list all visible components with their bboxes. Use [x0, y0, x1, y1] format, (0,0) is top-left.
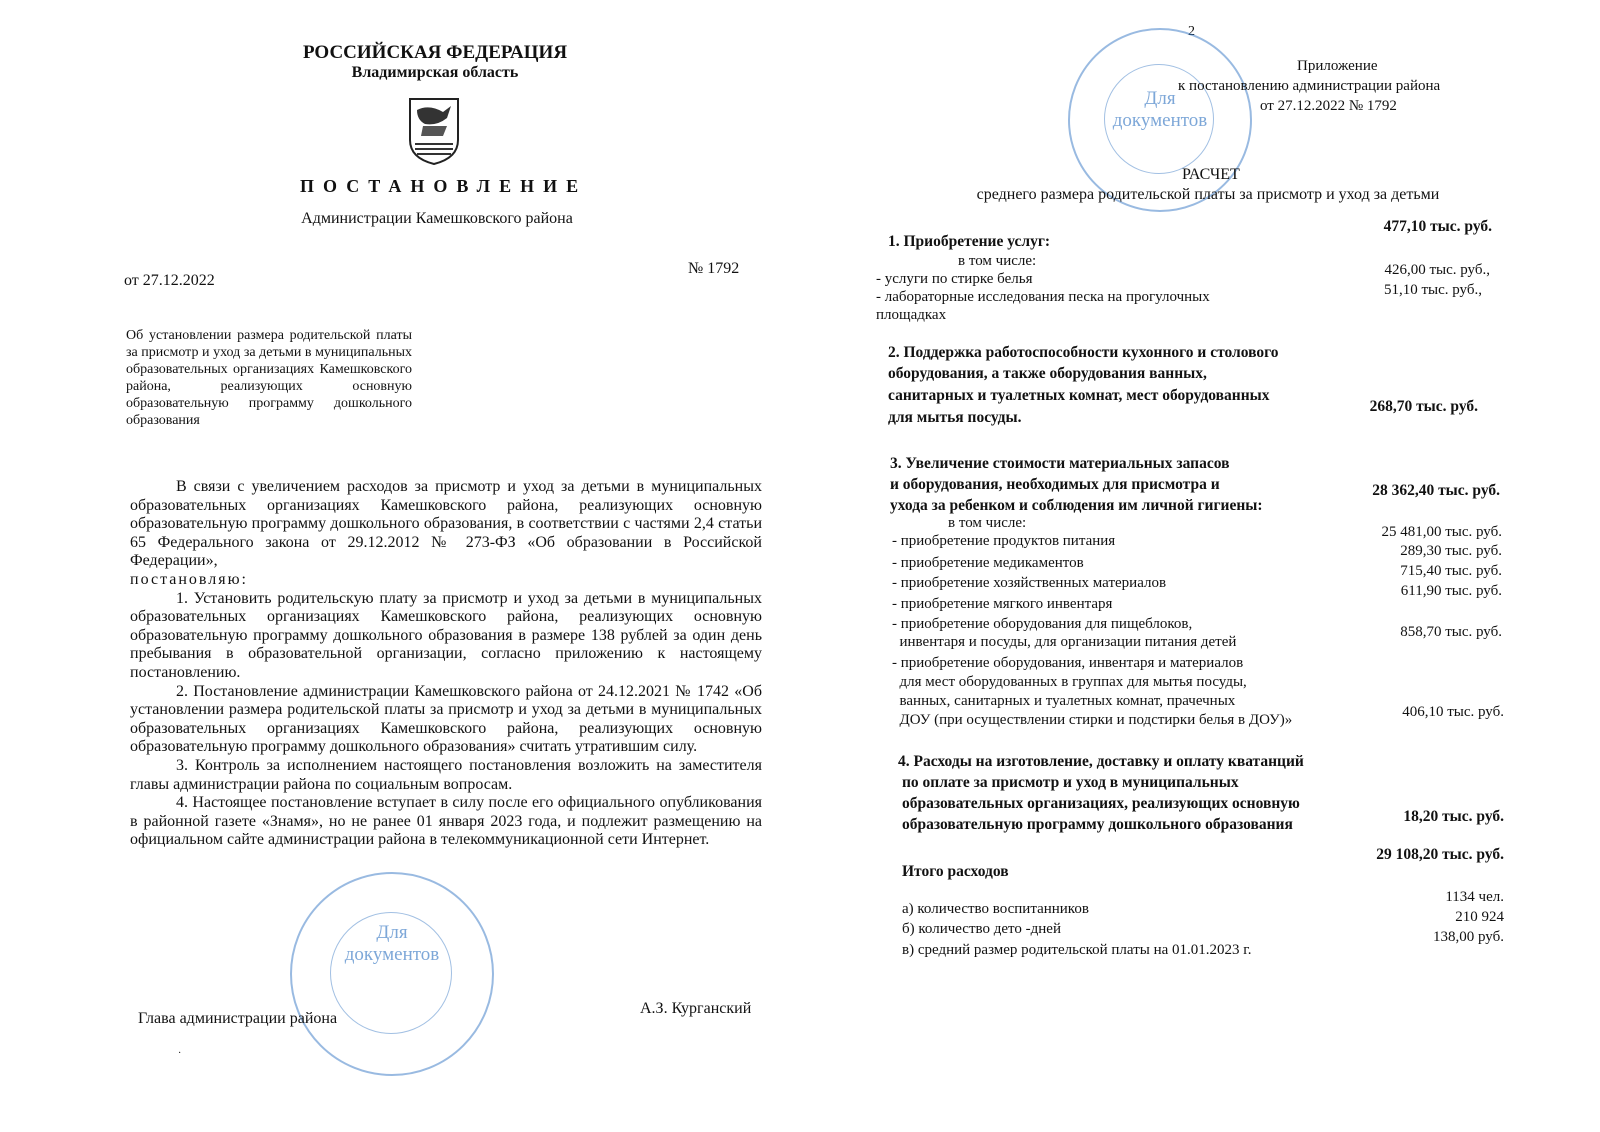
page-number: 2: [1188, 24, 1195, 39]
item-1: 1. Установить родительскую плату за присмотр и уход за детьми в муниципальных образовательных организациях Камешковского района, реализующих основную образовательную программу дошкольного образования в размере 138 рублей за один день пребывания в образовательной организации, согласно приложению к настоящему постановлению.: [130, 589, 762, 681]
section-3-item-1-amount: 25 481,00 тыс. руб.: [1381, 524, 1502, 540]
section-1-item-1-amount: 426,00 тыс. руб.,: [1384, 262, 1490, 278]
section-4-line-4: образовательную программу дошкольного образования: [902, 816, 1293, 833]
appendix-reference: к постановлению администрации района: [1178, 78, 1441, 94]
section-2-line-1: 2. Поддержка работоспособности кухонного и столового: [888, 344, 1279, 361]
grand-total-label: Итого расходов: [902, 863, 1009, 880]
grand-total-amount: 29 108,20 тыс. руб.: [1376, 846, 1504, 863]
section-3-item-6-line-4: ДОУ (при осуществлении стирки и подстирки белья в ДОУ)»: [892, 712, 1293, 728]
section-4-total: 18,20 тыс. руб.: [1403, 808, 1504, 825]
stamp-label-2: документов: [1112, 110, 1208, 131]
stat-fee: в) средний размер родительской платы на 01.01.2023 г.: [902, 942, 1252, 958]
item-3: 3. Контроль за исполнением настоящего постановления возложить на заместителя главы администрации района по социальным вопросам.: [130, 756, 762, 793]
section-3-item-6-line-2: для мест оборудованных в группах для мытья посуды,: [892, 674, 1247, 690]
issuer: Администрации Камешковского района: [301, 210, 573, 227]
section-3-item-1: - приобретение продуктов питания: [892, 533, 1116, 549]
calc-subtitle: среднего размера родительской платы за присмотр и уход за детьми: [976, 186, 1440, 203]
section-1-item-2-cont: площадках: [876, 307, 947, 323]
signer-role: Глава администрации района: [138, 1010, 338, 1027]
section-3-total: 28 362,40 тыс. руб.: [1372, 482, 1500, 499]
stat-days-amount: 210 924: [1455, 909, 1504, 925]
document-type: ПОСТАНОВЛЕНИЕ: [300, 176, 588, 196]
section-2-total: 268,70 тыс. руб.: [1369, 398, 1478, 415]
stat-days: б) количество дето -дней: [902, 921, 1061, 937]
signer-name: А.З. Курганский: [640, 1000, 752, 1017]
section-1-total: 477,10 тыс. руб.: [1383, 218, 1492, 235]
stat-children-amount: 1134 чел.: [1445, 889, 1504, 905]
section-3-item-6-amount: 406,10 тыс. руб.: [1402, 704, 1504, 720]
decree-topic: Об установлении размера родительской платы за присмотр и уход за детьми в муниципальных образовательных организациях Камешковского района, реализующих основную образовательную программу дошкольного образования: [126, 328, 412, 428]
page-appendix: [800, 0, 1600, 1132]
section-3-item-6-line-1: - приобретение оборудования, инвентаря и материалов: [892, 655, 1244, 671]
stamp-label-1: Для: [1144, 88, 1176, 109]
section-1-title: 1. Приобретение услуг:: [888, 233, 1051, 250]
state-name: РОССИЙСКАЯ ФЕДЕРАЦИЯ: [302, 42, 568, 63]
official-stamp: [290, 872, 494, 1076]
item-2: 2. Постановление администрации Камешковского района от 24.12.2021 № 1742 «Об установлении размера родительской платы за присмотр и уход за детьми в муниципальных образовательных организациях Камешковского района, реализующих основную образовательную программу дошкольного образования» считать утратившим силу.: [130, 682, 762, 756]
section-1-incl: в том числе:: [958, 253, 1037, 269]
section-3-item-3: - приобретение хозяйственных материалов: [892, 575, 1167, 591]
section-3-line-1: 3. Увеличение стоимости материальных запасов: [890, 455, 1230, 472]
section-3-line-3: ухода за ребенком и соблюдения им личной гигиены:: [890, 497, 1263, 514]
section-4-line-1: 4. Расходы на изготовление, доставку и оплату кватанций: [898, 753, 1304, 770]
section-3-incl: в том числе:: [948, 515, 1027, 531]
region-name: Владимирская область: [351, 64, 519, 81]
appendix-label: Приложение: [1297, 58, 1378, 74]
appendix-date: от 27.12.2022 № 1792: [1260, 98, 1397, 114]
stamp-label-2: документов: [344, 944, 440, 965]
section-3-item-4: - приобретение мягкого инвентаря: [892, 596, 1113, 612]
decree-number: № 1792: [688, 260, 740, 277]
calc-title: РАСЧЕТ: [1182, 166, 1240, 183]
section-3-item-2: - приобретение медикаментов: [892, 555, 1084, 571]
section-3-item-2-amount: 289,30 тыс. руб.: [1400, 543, 1502, 559]
section-2-line-4: для мытья посуды.: [888, 409, 1022, 426]
decree-body: [130, 478, 762, 850]
decree-word: постановляю:: [130, 570, 248, 588]
section-1-item-1: - услуги по стирке белья: [876, 271, 1033, 287]
section-1-item-2: - лабораторные исследования песка на прогулочных: [876, 289, 1210, 305]
stat-fee-amount: 138,00 руб.: [1433, 929, 1504, 945]
item-4: 4. Настоящее постановление вступает в силу после его официального опубликования в районной газете «Знамя», но не ранее 01 января 2023 года, и подлежит размещению на официальном сайте администрации района в телекоммуникационной сети Интернет.: [130, 794, 762, 849]
section-1-item-2-amount: 51,10 тыс. руб.,: [1383, 282, 1482, 298]
section-3-item-3-amount: 715,40 тыс. руб.: [1400, 563, 1502, 579]
decree-date: от 27.12.2022: [124, 272, 215, 289]
section-3-item-5-amount: 858,70 тыс. руб.: [1400, 624, 1502, 640]
section-4-line-3: образовательных организациях, реализующих основную: [902, 795, 1300, 812]
coat-of-arms-icon: [407, 96, 461, 166]
official-stamp-appendix: [1068, 28, 1252, 212]
section-2-line-2: оборудования, а также оборудования ванных,: [888, 365, 1207, 382]
section-3-item-6-line-3: ванных, санитарных и туалетных комнат, прачечных: [892, 693, 1236, 709]
section-2-line-3: санитарных и туалетных комнат, мест оборудованных: [888, 387, 1270, 404]
scan-mark: ·: [178, 1048, 182, 1059]
section-3-item-4-amount: 611,90 тыс. руб.: [1400, 583, 1502, 599]
section-4-line-2: по оплате за присмотр и уход в муниципальных: [902, 774, 1239, 791]
section-3-line-2: и оборудования, необходимых для присмотра и: [890, 476, 1220, 493]
section-3-item-5-line-1: - приобретение оборудования для пищеблоков,: [892, 616, 1193, 632]
intro-paragraph: В связи с увеличением расходов за присмотр и уход за детьми в муниципальных образовательных организациях Камешковского района, реализующих основную образовательную программу дошкольного образования, в соответствии с частями 2,4 статьи 65 Федерального закона от 29.12.2012 № 273-ФЗ «Об образовании в Российской Федерации»,: [130, 478, 762, 570]
stat-children: а) количество воспитанников: [902, 901, 1089, 917]
stamp-label-1: Для: [376, 922, 408, 943]
section-3-item-5-line-2: инвентаря и посуды, для организации питания детей: [892, 634, 1237, 650]
